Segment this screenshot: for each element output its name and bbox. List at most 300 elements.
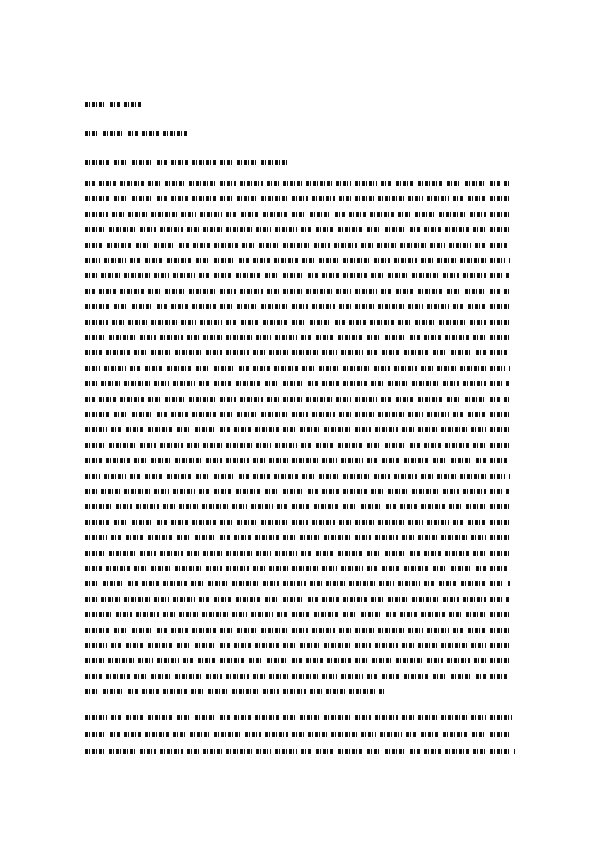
word-mark bbox=[187, 443, 199, 448]
word-mark bbox=[160, 551, 183, 556]
word-mark bbox=[308, 597, 318, 602]
word-mark bbox=[261, 304, 288, 309]
word-mark bbox=[490, 504, 510, 509]
word-mark bbox=[192, 412, 216, 417]
word-mark bbox=[382, 458, 400, 463]
word-mark bbox=[445, 551, 469, 556]
word-mark bbox=[151, 566, 171, 571]
word-mark bbox=[433, 350, 447, 355]
word-mark bbox=[308, 273, 318, 278]
word-mark bbox=[237, 196, 257, 201]
word-mark bbox=[490, 412, 510, 417]
word-mark bbox=[301, 227, 312, 232]
word-mark bbox=[453, 304, 464, 309]
word-mark bbox=[424, 581, 435, 586]
word-mark bbox=[173, 273, 195, 278]
word-mark bbox=[402, 427, 414, 432]
word-mark bbox=[349, 581, 375, 586]
word-mark bbox=[85, 458, 102, 463]
word-mark bbox=[110, 102, 120, 107]
word-mark bbox=[490, 304, 510, 309]
word-mark bbox=[154, 381, 169, 386]
word-mark bbox=[136, 504, 159, 509]
word-mark bbox=[116, 504, 132, 509]
word-mark bbox=[104, 258, 126, 263]
paragraph-line bbox=[85, 242, 510, 250]
word-mark bbox=[490, 243, 508, 248]
word-mark bbox=[85, 289, 95, 294]
word-mark bbox=[214, 474, 235, 479]
word-mark bbox=[427, 196, 449, 201]
word-mark bbox=[140, 443, 156, 448]
word-mark bbox=[220, 160, 233, 165]
word-mark bbox=[322, 458, 337, 463]
word-mark bbox=[195, 427, 216, 432]
word-mark bbox=[301, 443, 312, 448]
word-mark bbox=[85, 304, 110, 309]
word-mark bbox=[111, 643, 122, 648]
paragraph-line bbox=[85, 519, 510, 527]
word-mark bbox=[283, 715, 296, 720]
word-mark bbox=[245, 732, 261, 737]
paragraph-line bbox=[85, 272, 510, 280]
word-mark bbox=[338, 227, 363, 232]
word-mark bbox=[490, 474, 505, 479]
word-mark bbox=[220, 196, 233, 201]
word-mark bbox=[322, 273, 339, 278]
word-mark bbox=[206, 566, 222, 571]
word-mark bbox=[418, 427, 437, 432]
word-mark bbox=[240, 397, 263, 402]
word-mark bbox=[343, 366, 370, 371]
word-mark bbox=[490, 612, 510, 617]
word-mark bbox=[157, 628, 167, 633]
word-mark bbox=[130, 258, 141, 263]
word-mark bbox=[427, 304, 449, 309]
word-mark bbox=[394, 474, 417, 479]
word-mark bbox=[202, 612, 228, 617]
word-mark bbox=[196, 366, 210, 371]
word-mark bbox=[251, 612, 273, 617]
word-mark bbox=[203, 749, 222, 754]
word-mark bbox=[490, 458, 507, 463]
word-mark bbox=[263, 689, 279, 694]
word-mark bbox=[410, 227, 420, 232]
word-mark bbox=[256, 551, 271, 556]
word-mark bbox=[349, 320, 366, 325]
word-mark bbox=[447, 181, 461, 186]
paragraph-line bbox=[85, 226, 510, 234]
word-mark bbox=[232, 504, 247, 509]
word-mark bbox=[473, 749, 486, 754]
word-mark bbox=[410, 443, 420, 448]
word-mark bbox=[378, 304, 404, 309]
word-mark bbox=[181, 212, 196, 217]
word-mark bbox=[292, 520, 308, 525]
word-mark bbox=[267, 658, 288, 663]
word-mark bbox=[226, 335, 252, 340]
word-mark bbox=[236, 381, 261, 386]
word-mark bbox=[506, 597, 510, 602]
word-mark bbox=[269, 674, 288, 679]
word-mark bbox=[339, 520, 351, 525]
word-mark bbox=[163, 689, 187, 694]
word-mark bbox=[132, 196, 153, 201]
word-mark bbox=[418, 289, 443, 294]
word-mark bbox=[378, 520, 404, 525]
word-mark bbox=[85, 443, 105, 448]
word-mark bbox=[394, 366, 417, 371]
word-mark bbox=[476, 350, 486, 355]
word-mark bbox=[343, 474, 370, 479]
word-mark bbox=[310, 212, 331, 217]
word-mark bbox=[292, 566, 318, 571]
word-mark bbox=[142, 581, 159, 586]
word-mark bbox=[234, 643, 251, 648]
word-mark bbox=[226, 749, 252, 754]
paragraph-line bbox=[85, 748, 515, 756]
word-mark bbox=[490, 381, 502, 386]
word-mark bbox=[302, 258, 315, 263]
word-mark bbox=[179, 504, 198, 509]
word-mark bbox=[220, 289, 236, 294]
word-mark bbox=[466, 504, 486, 509]
word-mark bbox=[355, 304, 374, 309]
word-mark bbox=[261, 412, 288, 417]
word-mark bbox=[398, 320, 411, 325]
word-mark bbox=[85, 551, 105, 556]
word-mark bbox=[163, 504, 175, 509]
word-mark bbox=[253, 258, 270, 263]
word-mark bbox=[85, 489, 97, 494]
word-mark bbox=[114, 196, 128, 201]
word-mark bbox=[341, 566, 363, 571]
word-mark bbox=[136, 612, 159, 617]
word-mark bbox=[234, 427, 251, 432]
word-mark bbox=[408, 520, 423, 525]
word-mark bbox=[433, 458, 447, 463]
word-mark bbox=[382, 566, 400, 571]
word-mark bbox=[145, 258, 163, 263]
word-mark bbox=[388, 489, 408, 494]
word-mark bbox=[361, 612, 382, 617]
word-mark bbox=[471, 427, 486, 432]
word-mark bbox=[274, 258, 298, 263]
word-mark bbox=[277, 504, 288, 509]
word-mark bbox=[490, 227, 510, 232]
word-mark bbox=[134, 350, 147, 355]
word-mark bbox=[99, 181, 116, 186]
word-mark bbox=[157, 658, 179, 663]
word-mark bbox=[154, 597, 169, 602]
word-mark bbox=[189, 397, 216, 402]
word-mark bbox=[475, 243, 486, 248]
word-mark bbox=[173, 489, 195, 494]
word-mark bbox=[388, 273, 408, 278]
word-mark bbox=[361, 243, 373, 248]
word-mark bbox=[283, 289, 302, 294]
word-mark bbox=[199, 597, 210, 602]
word-mark bbox=[355, 535, 371, 540]
word-mark bbox=[378, 628, 404, 633]
word-mark bbox=[443, 273, 459, 278]
word-mark bbox=[171, 628, 188, 633]
paragraph-line bbox=[85, 534, 510, 542]
word-mark bbox=[453, 628, 464, 633]
word-mark bbox=[374, 474, 390, 479]
word-mark bbox=[324, 535, 351, 540]
word-mark bbox=[138, 658, 153, 663]
word-mark bbox=[187, 749, 199, 754]
word-mark bbox=[490, 427, 510, 432]
word-mark bbox=[463, 381, 486, 386]
word-mark bbox=[504, 289, 510, 294]
word-mark bbox=[214, 597, 232, 602]
word-mark bbox=[106, 566, 130, 571]
word-mark bbox=[490, 366, 505, 371]
word-mark bbox=[249, 658, 263, 663]
word-mark bbox=[453, 196, 464, 201]
word-mark bbox=[385, 749, 406, 754]
word-mark bbox=[314, 612, 339, 617]
word-mark bbox=[300, 715, 320, 720]
word-mark bbox=[490, 289, 500, 294]
word-mark bbox=[301, 551, 312, 556]
word-mark bbox=[468, 412, 486, 417]
word-mark bbox=[378, 196, 404, 201]
word-mark bbox=[302, 474, 315, 479]
word-mark bbox=[175, 566, 202, 571]
word-mark bbox=[490, 658, 509, 663]
word-mark bbox=[302, 366, 315, 371]
word-mark bbox=[263, 212, 288, 217]
word-mark bbox=[473, 335, 486, 340]
word-mark bbox=[451, 458, 472, 463]
word-mark bbox=[114, 628, 128, 633]
word-mark bbox=[443, 489, 459, 494]
word-mark bbox=[220, 628, 233, 633]
paragraph-line bbox=[85, 627, 510, 635]
word-mark bbox=[283, 181, 302, 186]
word-mark bbox=[509, 474, 510, 479]
word-mark bbox=[277, 612, 288, 617]
word-mark bbox=[324, 643, 351, 648]
word-mark bbox=[292, 628, 308, 633]
word-mark bbox=[460, 258, 486, 263]
word-mark bbox=[124, 489, 150, 494]
word-mark bbox=[408, 412, 423, 417]
paragraph-line bbox=[85, 442, 510, 450]
paragraph-line bbox=[85, 365, 510, 373]
word-mark bbox=[476, 458, 486, 463]
word-mark bbox=[447, 289, 461, 294]
word-mark bbox=[473, 227, 486, 232]
word-mark bbox=[374, 258, 390, 263]
word-mark bbox=[232, 689, 259, 694]
word-mark bbox=[226, 674, 249, 679]
word-mark bbox=[474, 658, 486, 663]
word-mark bbox=[154, 243, 175, 248]
word-mark bbox=[371, 489, 384, 494]
word-mark bbox=[196, 258, 210, 263]
paragraph-line bbox=[85, 688, 385, 696]
word-mark bbox=[343, 258, 370, 263]
word-mark bbox=[408, 304, 423, 309]
word-mark bbox=[292, 674, 318, 679]
word-mark bbox=[312, 412, 335, 417]
word-mark bbox=[449, 243, 471, 248]
section-title-line bbox=[85, 159, 325, 167]
word-mark bbox=[451, 674, 472, 679]
word-mark bbox=[463, 273, 486, 278]
word-mark bbox=[490, 181, 500, 186]
word-mark bbox=[199, 489, 210, 494]
word-mark bbox=[126, 535, 144, 540]
paragraph-line bbox=[85, 550, 510, 558]
word-mark bbox=[308, 381, 318, 386]
word-mark bbox=[193, 243, 210, 248]
word-mark bbox=[148, 427, 173, 432]
word-mark bbox=[269, 566, 288, 571]
paragraph-line bbox=[85, 611, 510, 619]
word-mark bbox=[214, 732, 241, 737]
word-mark bbox=[177, 535, 191, 540]
word-mark bbox=[142, 689, 159, 694]
word-mark bbox=[192, 520, 216, 525]
word-mark bbox=[179, 612, 198, 617]
word-mark bbox=[324, 715, 351, 720]
word-mark bbox=[85, 504, 112, 509]
word-mark bbox=[220, 658, 245, 663]
word-mark bbox=[263, 581, 279, 586]
word-mark bbox=[427, 658, 443, 663]
word-mark bbox=[490, 715, 512, 720]
word-mark bbox=[111, 535, 122, 540]
word-mark bbox=[109, 443, 136, 448]
word-mark bbox=[128, 581, 138, 586]
word-mark bbox=[445, 335, 469, 340]
word-mark bbox=[341, 674, 363, 679]
word-mark bbox=[128, 212, 147, 217]
word-mark bbox=[128, 131, 138, 136]
word-mark bbox=[253, 350, 265, 355]
word-mark bbox=[283, 397, 302, 402]
word-mark bbox=[214, 273, 232, 278]
word-mark bbox=[85, 381, 97, 386]
paragraph-line bbox=[85, 503, 510, 511]
word-mark bbox=[151, 320, 177, 325]
word-mark bbox=[343, 273, 367, 278]
word-mark bbox=[343, 381, 367, 386]
word-mark bbox=[490, 443, 510, 448]
word-mark bbox=[128, 689, 138, 694]
word-mark bbox=[437, 366, 456, 371]
paragraph-line bbox=[85, 580, 510, 588]
word-mark bbox=[103, 689, 124, 694]
word-mark bbox=[109, 335, 136, 340]
word-mark bbox=[171, 520, 188, 525]
word-mark bbox=[101, 597, 120, 602]
word-mark bbox=[375, 535, 398, 540]
word-mark bbox=[292, 412, 308, 417]
word-mark bbox=[361, 732, 376, 737]
word-mark bbox=[398, 581, 420, 586]
word-mark bbox=[256, 749, 271, 754]
word-mark bbox=[160, 335, 183, 340]
word-mark bbox=[214, 243, 238, 248]
word-mark bbox=[145, 732, 169, 737]
word-mark bbox=[134, 458, 147, 463]
word-mark bbox=[412, 597, 439, 602]
word-mark bbox=[85, 335, 105, 340]
word-mark bbox=[396, 397, 414, 402]
word-mark bbox=[292, 504, 310, 509]
paragraph-line bbox=[85, 473, 510, 481]
word-mark bbox=[179, 243, 189, 248]
word-mark bbox=[110, 732, 120, 737]
word-mark bbox=[189, 289, 216, 294]
word-mark bbox=[421, 474, 433, 479]
word-mark bbox=[490, 273, 502, 278]
word-mark bbox=[267, 181, 279, 186]
word-mark bbox=[85, 581, 99, 586]
word-mark bbox=[322, 350, 337, 355]
word-mark bbox=[339, 628, 351, 633]
word-mark bbox=[85, 566, 102, 571]
word-mark bbox=[128, 320, 147, 325]
paragraph-line bbox=[85, 180, 510, 188]
word-mark bbox=[316, 335, 334, 340]
word-mark bbox=[335, 212, 345, 217]
word-mark bbox=[367, 335, 381, 340]
word-mark bbox=[195, 535, 216, 540]
word-mark bbox=[124, 732, 141, 737]
word-mark bbox=[226, 458, 249, 463]
word-mark bbox=[136, 243, 150, 248]
word-mark bbox=[265, 597, 279, 602]
word-mark bbox=[256, 227, 271, 232]
word-mark bbox=[292, 732, 304, 737]
word-mark bbox=[85, 243, 103, 248]
word-mark bbox=[151, 212, 177, 217]
word-mark bbox=[114, 412, 128, 417]
word-mark bbox=[355, 658, 368, 663]
word-mark bbox=[408, 196, 423, 201]
word-mark bbox=[114, 520, 128, 525]
word-mark bbox=[163, 612, 175, 617]
word-mark bbox=[468, 520, 486, 525]
word-mark bbox=[382, 674, 400, 679]
word-mark bbox=[148, 715, 173, 720]
word-mark bbox=[220, 535, 230, 540]
word-mark bbox=[400, 612, 417, 617]
word-mark bbox=[195, 715, 216, 720]
word-mark bbox=[192, 196, 216, 201]
word-mark bbox=[196, 474, 210, 479]
word-mark bbox=[504, 181, 510, 186]
word-mark bbox=[427, 520, 449, 525]
paragraph-line bbox=[85, 211, 510, 219]
word-mark bbox=[412, 381, 439, 386]
word-mark bbox=[190, 732, 210, 737]
word-mark bbox=[306, 289, 332, 294]
word-mark bbox=[292, 658, 302, 663]
word-mark bbox=[453, 412, 464, 417]
word-mark bbox=[220, 181, 236, 186]
word-mark bbox=[203, 335, 222, 340]
word-mark bbox=[163, 581, 187, 586]
word-mark bbox=[187, 227, 199, 232]
